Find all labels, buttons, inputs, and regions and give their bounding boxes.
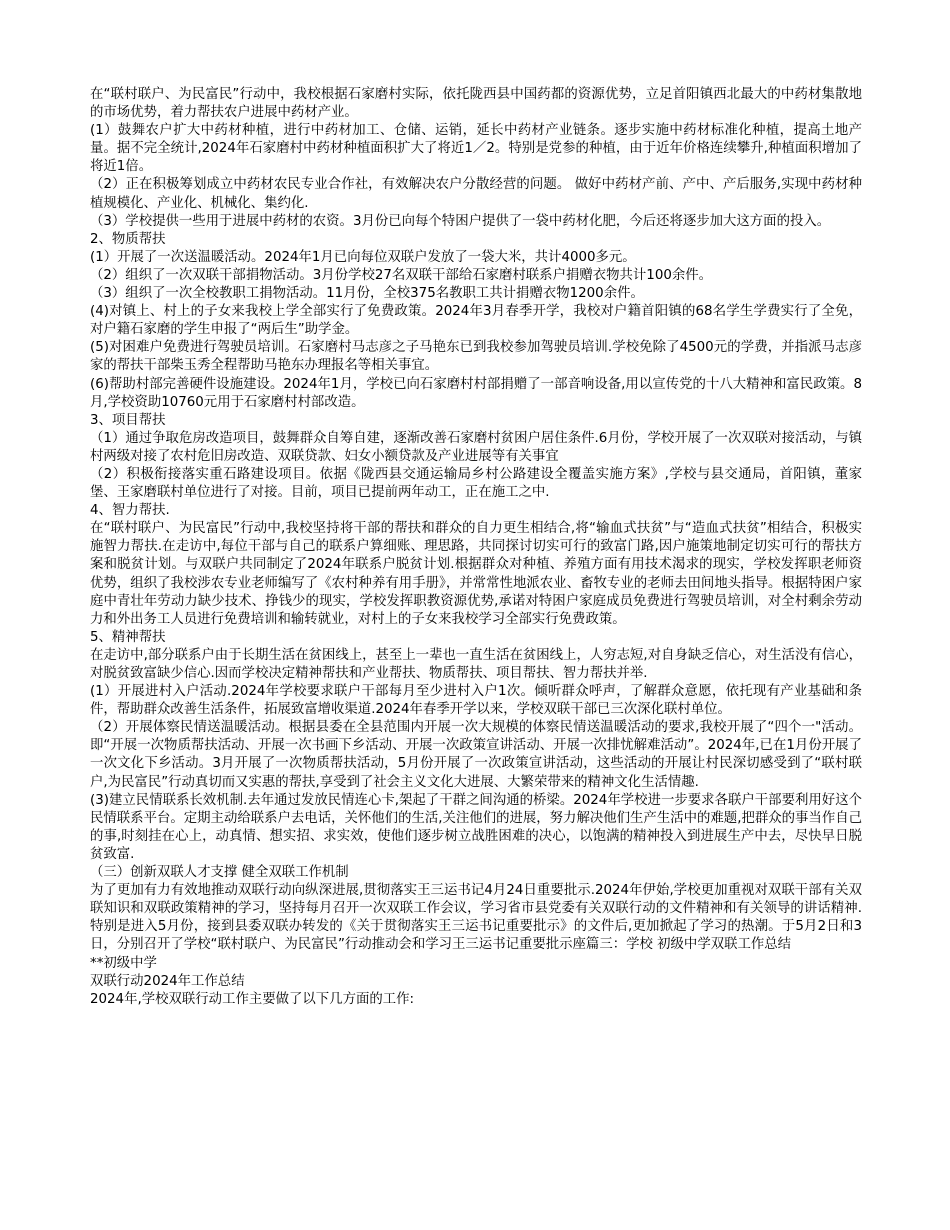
paragraph: （2）正在积极筹划成立中药材农民专业合作社，有效解决农户分散经营的问题。 做好中药材产前、产中、产后服务,实现中药材种植规模化、产业化、机械化、集约化. <box>90 177 862 211</box>
paragraph: **初级中学 <box>90 955 157 971</box>
paragraph: （2）积极衔接落实重石路建设项目。依据《陇西县交通运输局乡村公路建设全覆盖实施方案》,学校与县交通局，首阳镇，董家堡、王家磨联村单位进行了对接。目前，项目已提前两年动工，正在施工之中. <box>90 466 862 501</box>
paragraph: 为了更加有力有效地推动双联行动向纵深进展,贯彻落实王三运书记4月24日重要批示.2024年伊始,学校更加重视对双联干部有关双联知识和双联政策精神的学习，坚持每月召开一次双联工作会议，学习省市县党委有关双联行动的文件精神和有关领导的讲话精神.特别是进入5月份，接到县委双联办转发的《关于贯彻落实王三运书记重要批示》的文件后,更加掀起了学习的热潮。于5月2日和3日，分别召开了学校“联村联户、为民富民”行动推动会和学习王三运书记重要批示座篇三：学校 初级中学双联工作总结 <box>90 883 862 953</box>
paragraph: 3、项目帮扶 <box>90 412 166 428</box>
paragraph: 2、物质帮扶 <box>90 231 166 247</box>
paragraph: 5、精神帮扶 <box>90 629 166 645</box>
paragraph: （3）学校提供一些用于进展中药材的农资。3月份已向每个特困户提供了一袋中药材化肥，今后还将逐步加大这方面的投入。 <box>90 213 831 229</box>
paragraph: 2024年,学校双联行动工作主要做了以下几方面的工作: <box>90 991 415 1007</box>
paragraph: (1）开展进村入户活动.2024年学校要求联户干部每月至少进村入户1次。倾听群众呼声，了解群众意愿，依托现有产业基础和条件，帮助群众改善生活条件，拓展致富增收渠道.2024年春季开学以来，学校双联干部已三次深化联村单位。 <box>90 684 862 718</box>
paragraph: (1）鼓舞农户扩大中药材种植，进行中药材加工、仓储、运销，延长中药材产业链条。逐步实施中药材标准化种植，提高土地产量。据不完全统计,2024年石家磨村中药材种植面积扩大了将近1／2。特别是党参的种植，由于近年价格连续攀升,种植面积增加了将近1倍。 <box>90 123 862 175</box>
paragraph: 在走访中,部分联系户由于长期生活在贫困线上，甚至上一辈也一直生活在贫困线上，人穷志短,对自身缺乏信心，对生活没有信心，对脱贫致富缺少信心.因而学校决定精神帮扶和产业帮扶、物质帮扶、项目帮扶、智力帮扶并举. <box>90 647 862 681</box>
paragraph: (1）开展了一次送温暖活动。2024年1月已向每位双联户发放了一袋大米，共计4000多元。 <box>90 249 636 265</box>
paragraph: (6)帮助村部完善硬件设施建设。2024年1月，学校已向石家磨村村部捐赠了一部音响设备,用以宣传党的十八大精神和富民政策。8月,学校资助10760元用于石家磨村村部改造。 <box>90 376 862 410</box>
paragraph: (4)对镇上、村上的子女来我校上学全部实行了免费政策。2024年3月春季开学，我校对户籍首阳镇的68名学生学费实行了全免，对户籍石家磨的学生申报了“两后生”助学金。 <box>90 304 862 338</box>
paragraph: 4、智力帮扶. <box>90 503 170 519</box>
paragraph: （2）开展体察民情送温暖活动。根据县委在全县范围内开展一次大规模的体察民情送温暖活动的要求,我校开展了“四个一"活动。即“开展一次物质帮扶活动、开展一次书画下乡活动、开展一次政策宣讲活动、开展一次排忧解难活动”。2024年,已在1月份开展了一次文化下乡活动。3月开展了一次物质帮扶活动，5月份开展了一次政策宣讲活动，这些活动的开展让村民深切感受到了“联村联户,为民富民”行动真切而又实惠的帮扶,享受到了社会主义文化大进展、大繁荣带来的精神文化生活情趣. <box>90 720 862 790</box>
paragraph: （2）组织了一次双联干部捐物活动。3月份学校27名双联干部给石家磨村联系户捐赠衣物共计100余件。 <box>90 267 713 283</box>
paragraph: (3)建立民情联系长效机制.去年通过发放民情连心卡,架起了干群之间沟通的桥梁。2024年学校进一步要求各联户干部要利用好这个民情联系平台。定期主动给联系户去电话，关怀他们的生活,关注他们的进展，努力解决他们生产生活中的难题,把群众的事当作自己的事,时刻挂在心上，动真情、想实招、求实效，使他们逐步树立战胜困难的决心，以饱满的精神投入到进展生产中去，尽快早日脱贫致富. <box>90 792 862 862</box>
paragraph: (5)对困难户免费进行驾驶员培训。石家磨村马志彦之子马艳东已到我校参加驾驶员培训.学校免除了4500元的学费，并指派马志彦家的帮扶干部柴玉秀全程帮助马艳东办理报名等相关事宜。 <box>90 340 862 374</box>
paragraph: （三）创新双联人才支撑 健全双联工作机制 <box>90 865 349 881</box>
paragraph: （3）组织了一次全校教职工捐物活动。11月份，全校375名教职工共计捐赠衣物1200余件。 <box>90 286 644 302</box>
paragraph: 在“联村联户、为民富民”行动中,我校坚持将干部的帮扶和群众的自力更生相结合,将“输血式扶贫”与“造血式扶贫”相结合，积极实施智力帮扶.在走访中,每位干部与自己的联系户算细账、理思路，共同探讨切实可行的致富门路,因户施策地制定切实可行的帮扶方案和脱贫计划。与双联户共同制定了2024年联系户脱贫计划.根据群众对种植、养殖方面有用技术渴求的现实，学校发挥职老师资优势，组织了我校涉农专业老师编写了《农村种养有用手册》，并常常性地派农业、畜牧专业的老师去田间地头指导。根据特困户家庭中青壮年劳动力缺少技术、挣钱少的现实，学校发挥职教资源优势,承诺对特困户家庭成员免费进行驾驶员培训，对全村剩余劳动力和外出务工人员进行免费培训和输转就业，对村上的子女来我校学习全部实行免费政策。 <box>90 521 862 627</box>
paragraph: （1）通过争取危房改造项目，鼓舞群众自筹自建，逐渐改善石家磨村贫困户居住条件.6月份，学校开展了一次双联对接活动，与镇村两级对接了农村危旧房改造、双联贷款、妇女小额贷款及产业进展等有关事宜 <box>90 430 862 464</box>
document-body <box>90 86 862 1009</box>
paragraph: 在“联村联户、为民富民”行动中，我校根据石家磨村实际，依托陇西县中国药都的资源优势，立足首阳镇西北最大的中药材集散地的市场优势，着力帮扶农户进展中药材产业。 <box>90 87 862 121</box>
paragraph: 双联行动2024年工作总结 <box>90 973 245 989</box>
